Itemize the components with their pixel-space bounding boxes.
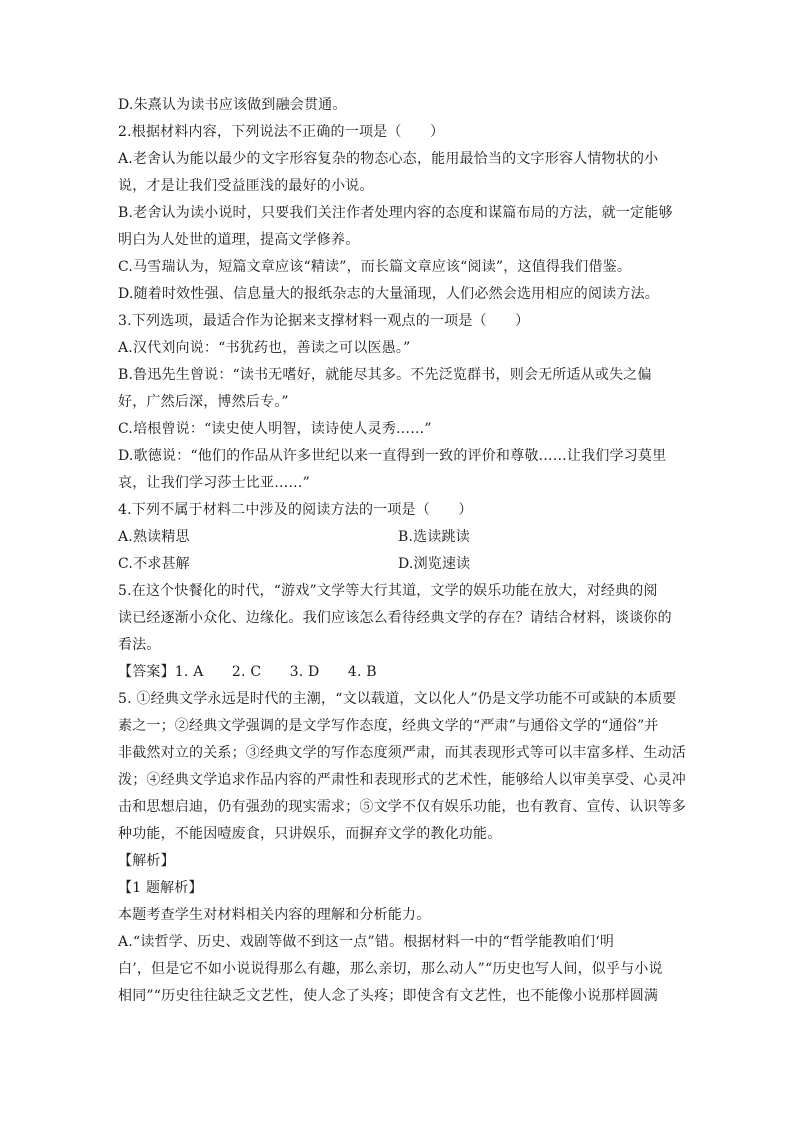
text-line: A.“读哲学、历史、戏剧等做不到这一点”错。根据材料一中的“哲学能教咱们‘明 (118, 934, 615, 950)
text-line: 说，才是让我们受益匪浅的最好的小说。 (118, 178, 374, 194)
text-line: A.老舍认为能以最少的文字形容复杂的物态心态，能用最恰当的文字形容人情物状的小 (118, 151, 659, 167)
answer-5-text: 5. ①经典文学永远是时代的主潮，“文以载道，文以化人”仍是文学功能不可或缺的本质要 (118, 691, 677, 707)
analysis-1-heading: 【1 题解析】 (118, 880, 203, 896)
text-line: 种功能，不能因噎废食，只讲娱乐，而摒弃文学的教化功能。 (118, 826, 502, 842)
answer-line: 【答案】1. A 2. C 3. D 4. B (118, 664, 377, 680)
analysis-heading: 【解析】 (118, 853, 175, 869)
text-line: 好，广然后深，博然后专。” (118, 394, 289, 410)
question-5-stem: 5.在这个快餐化的时代，“游戏”文学等大行其道，文学的娱乐功能在放大，对经典的阅 (118, 583, 658, 599)
text-line: B.老舍认为读小说时，只要我们关注作者处理内容的态度和谋篇布局的方法，就一定能够 (118, 205, 673, 221)
text-line: 本题考查学生对材料相关内容的理解和分析能力。 (118, 907, 431, 923)
text-line: 素之一；②经典文学强调的是文学写作态度，经典文学的“严肃”与通俗文学的“通俗”并 (118, 718, 659, 734)
text-line: 白’，但是它不如小说说得那么有趣，那么亲切，那么动人”“历史也写人间，似乎与小说 (118, 961, 663, 977)
text-line: 明白为人处世的道理，提高文学修养。 (118, 232, 360, 248)
text-line: 看法。 (118, 637, 161, 653)
text-line: D.随着时效性强、信息量大的报纸杂志的大量涌现，人们必然会选用相应的阅读方法。 (118, 286, 659, 302)
text-line: 哀，让我们学习莎士比亚……” (118, 475, 310, 491)
option-c: C.不求甚解 (118, 556, 190, 572)
text-line: B.鲁迅先生曾说：“读书无嗜好，就能尽其多。不先泛览群书，则会无所适从或失之偏 (118, 367, 652, 383)
text-line: 击和思想启迪，仍有强劲的现实需求；⑤文学不仅有娱乐功能，也有教育、宣传、认识等多 (118, 799, 686, 815)
text-line: 非截然对立的关系；③经典文学的写作态度须严肃，而其表现形式等可以丰富多样、生动活 (118, 745, 686, 761)
question-2-stem: 2.根据材料内容，下列说法不正确的一项是（ ） (118, 124, 445, 140)
text-line: 相同”“历史往往缺乏文艺性，使人念了头疼；即使含有文艺性，也不能像小说那样圆满 (118, 988, 659, 1004)
text-line: C.马雪瑞认为，短篇文章应该“精读”，而长篇文章应该“阅读”，这值得我们借鉴。 (118, 259, 632, 275)
text-line: D.歌德说：“他们的作品从许多世纪以来一直得到一致的评价和尊敬……让我们学习莫里 (118, 448, 667, 464)
text-line: 泼；④经典文学追求作品内容的严肃性和表现形式的艺术性，能够给人以审美享受、心灵冲 (118, 772, 686, 788)
text-line: A.汉代刘向说：“书犹药也，善读之可以医愚。” (118, 340, 411, 356)
option-b: B.选读跳读 (398, 529, 470, 545)
question-4-options-row-2 (118, 551, 678, 578)
question-4-options-row-1 (118, 524, 678, 551)
text-line: 读已经逐渐小众化、边缘化。我们应该怎么看待经典文学的存在？请结合材料，谈谈你的 (118, 610, 672, 626)
document-page (118, 92, 686, 1010)
question-4-stem: 4.下列不属于材料二中涉及的阅读方法的一项是（ ） (118, 502, 473, 518)
text-line: D.朱熹认为读书应该做到融会贯通。 (118, 97, 347, 113)
text-line: C.培根曾说：“读史使人明智，读诗使人灵秀……” (118, 421, 432, 437)
option-d: D.浏览速读 (398, 556, 471, 572)
question-3-stem: 3.下列选项，最适合作为论据来支撑材料一观点的一项是（ ） (118, 313, 530, 329)
option-a: A.熟读精思 (118, 529, 190, 545)
